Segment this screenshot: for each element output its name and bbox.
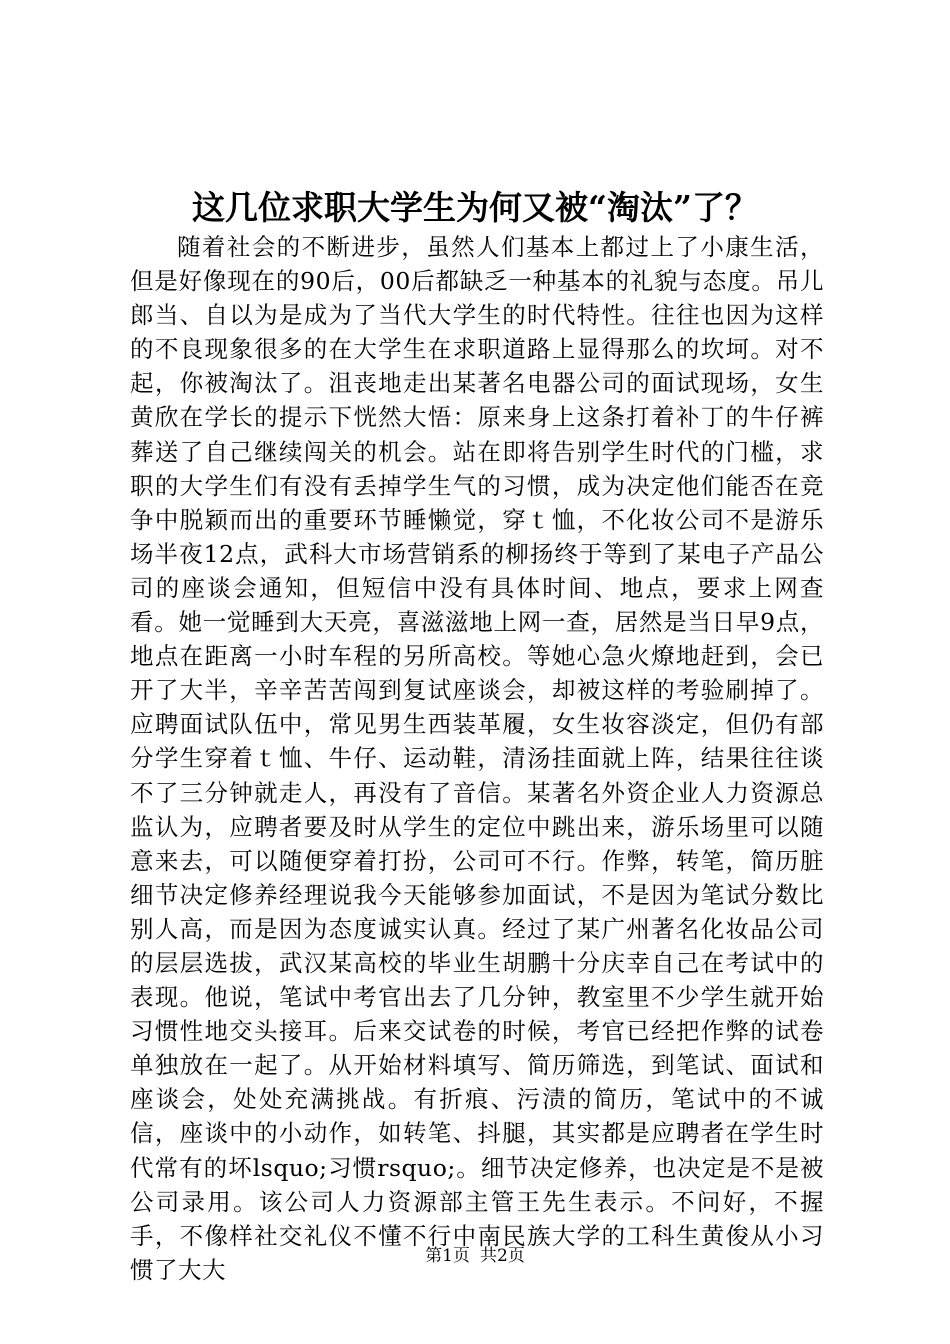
page-number-current: 第1页 bbox=[425, 1246, 470, 1266]
page-number-total: 共2页 bbox=[480, 1246, 525, 1266]
document-body: 随着社会的不断进步，虽然人们基本上都过上了小康生活，但是好像现在的90后，00后都缺乏一种基本的礼貌与态度。吊儿郎当、自以为是成为了当代大学生的时代特性。往往也因为这样的不良现象很多的在大学生在求职道路上显得那么的坎坷。对不起，你被淘汰了。沮丧地走出某著名电器公司的面试现场，女生黄欣在学长的提示下恍然大悟：原来身上这条打着补丁的牛仔裤葬送了自己继续闯关的机会。站在即将告别学生时代的门槛，求职的大学生们有没有丢掉学生气的习惯，成为决定他们能否在竞争中脱颖而出的重要环节睡懒觉，穿ｔ恤，不化妆公司不是游乐场半夜12点，武科大市场营销系的柳扬终于等到了某电子产品公司的座谈会通知，但短信中没有具体时间、地点，要求上网查看。她一觉睡到大天亮，喜滋滋地上网一查，居然是当日早9点，地点在距离一小时车程的另所高校。等她心急火燎地赶到，会已开了大半，辛辛苦苦闯到复试座谈会，却被这样的考验刷掉了。应聘面试队伍中，常见男生西装革履，女生妆容淡定，但仍有部分学生穿着ｔ恤、牛仔、运动鞋，清汤挂面就上阵，结果往往谈不了三分钟就走人，再没有了音信。某著名外资企业人力资源总监认为，应聘者要及时从学生的定位中跳出来，游乐场里可以随意来去，可以随便穿着打扮，公司可不行。作弊，转笔，简历脏细节决定修养经理说我今天能够参加面试，不是因为笔试分数比别人高，而是因为态度诚实认真。经过了某广州著名化妆品公司的层层选拔，武汉某高校的毕业生胡鹏十分庆幸自己在考试中的表现。他说，笔试中考官出去了几分钟，教室里不少学生就开始习惯性地交头接耳。后来交试卷的时候，考官已经把作弊的试卷单独放在一起了。从开始材料填写、简历筛选，到笔试、面试和座谈会，处处充满挑战。有折痕、污渍的简历，笔试中的不诚信，座谈中的小动作，如转笔、抖腿，其实都是应聘者在学生时代常有的坏lsquo;习惯rsquo;。细节决定修养，也决定是不是被公司录用。该公司人力资源部主管王先生表示。不问好，不握手，不像样社交礼仪不懂不行中南民族大学的工科生黄俊从小习惯了大大 bbox=[130, 233, 824, 1284]
page-footer bbox=[0, 1244, 950, 1268]
document-title: 这几位求职大学生为何又被“淘汰”了？ bbox=[192, 188, 758, 227]
